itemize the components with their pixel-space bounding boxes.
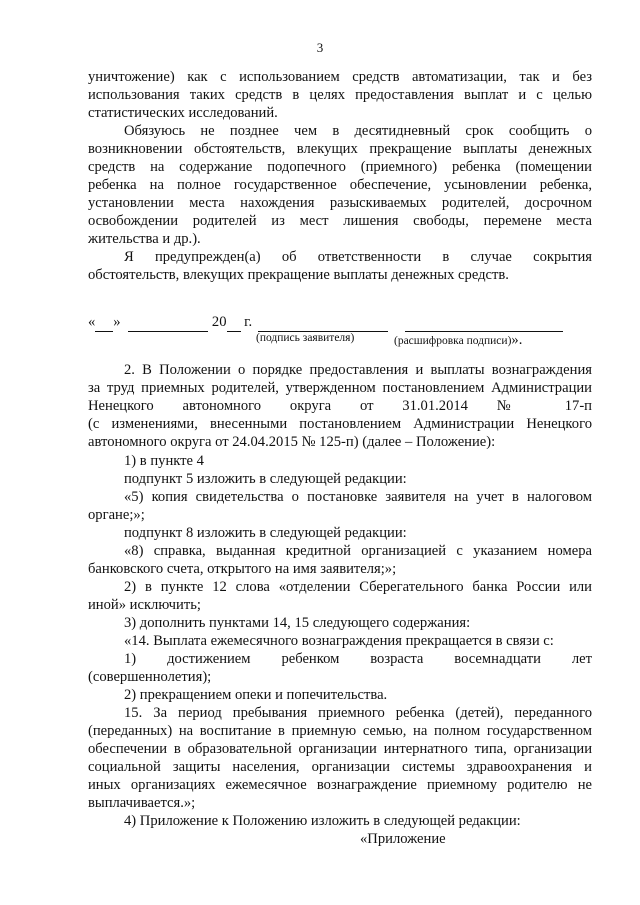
date-close-quote: » [113,314,121,330]
list-item: органе;»; [88,507,145,523]
list-item: (переданных) на воспитание в приемную семью, на полном государственном [88,723,592,739]
paragraph-line: статистических исследований. [88,105,278,121]
list-item: выплачивается.»; [88,795,196,811]
day-blank[interactable] [95,313,113,332]
year-prefix: 20 [211,314,227,330]
list-item: 1) в пункте 4 [124,453,204,469]
list-item: обеспечении в образовательной организации интернатного типа, организации [88,741,592,757]
list-item: (совершеннолетия); [88,669,212,685]
list-item: 2) в пункте 12 слова «отделении Сберегательного банка России или [124,579,592,595]
list-item: «5) копия свидетельства о постановке заявителя на учет в налоговом [124,489,592,505]
list-item: 1) достижением ребенком возраста восемнадцати лет [124,651,592,667]
paragraph-line: автономного округа от 24.04.2015 № 125-п) (далее – Положение): [88,434,496,450]
appendix-heading: «Приложение [360,831,446,847]
paragraph-line: использования таких средств в целях предоставления выплат и с целью [88,87,592,103]
page-number: 3 [316,40,324,55]
list-item: банковского счета, открытого на имя заявителя;»; [88,561,397,577]
decoding-blank[interactable] [405,313,563,332]
decoding-label-wrap [394,332,522,349]
list-item: подпункт 8 изложить в следующей редакции: [124,525,407,541]
paragraph-line: 2. В Положении о порядке предоставления и выплаты вознаграждения [124,362,592,378]
list-item: «8) справка, выданная кредитной организацией с указанием номера [124,543,592,559]
paragraph-line: за труд приемных родителей, утвержденном постановлением Администрации [88,380,592,396]
list-item: 2) прекращением опеки и попечительства. [124,687,388,703]
paragraph-line: Обязуюсь не позднее чем в десятидневный срок сообщить о [124,123,592,139]
year-blank[interactable] [227,313,241,332]
date-open-quote: « [88,314,96,330]
list-item: иных организациях ежемесячное вознаграждение приемному родителю не [88,777,592,793]
closing-quote: ». [511,332,523,348]
paragraph-line: возникновении обстоятельств, влекущих прекращение выплаты денежных [88,141,592,157]
list-item: иной» исключить; [88,597,201,613]
list-item: подпункт 5 изложить в следующей редакции: [124,471,407,487]
paragraph-line: (с изменениями, внесенными постановлением Администрации Ненецкого [88,416,592,432]
paragraph-line: Ненецкого автономного округа от 31.01.2014 № 17-п [88,398,592,414]
list-item: «14. Выплата ежемесячного вознаграждения прекращается в связи с: [124,633,554,649]
signature-blank[interactable] [258,313,388,332]
paragraph-line: жительства и др.). [88,231,201,247]
list-item: 15. За период пребывания приемного ребенка (детей), переданного [124,705,592,721]
signature-label: (подпись заявителя) [256,332,355,344]
paragraph-line: установлении места нахождения разыскиваемых родителей, досрочном [88,195,592,211]
decoding-label: (расшифровка подписи) [394,335,512,347]
paragraph-line: ребенка на полное государственное обеспечение, усыновлении ребенка, [88,177,592,193]
list-item: социальной защиты населения, организации системы здравоохранения и [88,759,592,775]
month-blank[interactable] [128,313,208,332]
list-item: 3) дополнить пунктами 14, 15 следующего содержания: [124,615,471,631]
list-item: 4) Приложение к Положению изложить в следующей редакции: [124,813,521,829]
paragraph-line: обстоятельств, влекущих прекращение выплаты денежных средств. [88,267,509,283]
signature-line [88,313,592,332]
paragraph-line: средств на содержание подопечного (приемного) ребенка (помещении [88,159,592,175]
paragraph-line: уничтожение) как с использованием средств автоматизации, так и без [88,69,592,85]
year-suffix: г. [244,314,253,330]
paragraph-line: освобождении родителей из мест лишения свободы, перемене места [88,213,592,229]
paragraph-line: Я предупрежден(а) об ответственности в случае сокрытия [124,249,592,265]
